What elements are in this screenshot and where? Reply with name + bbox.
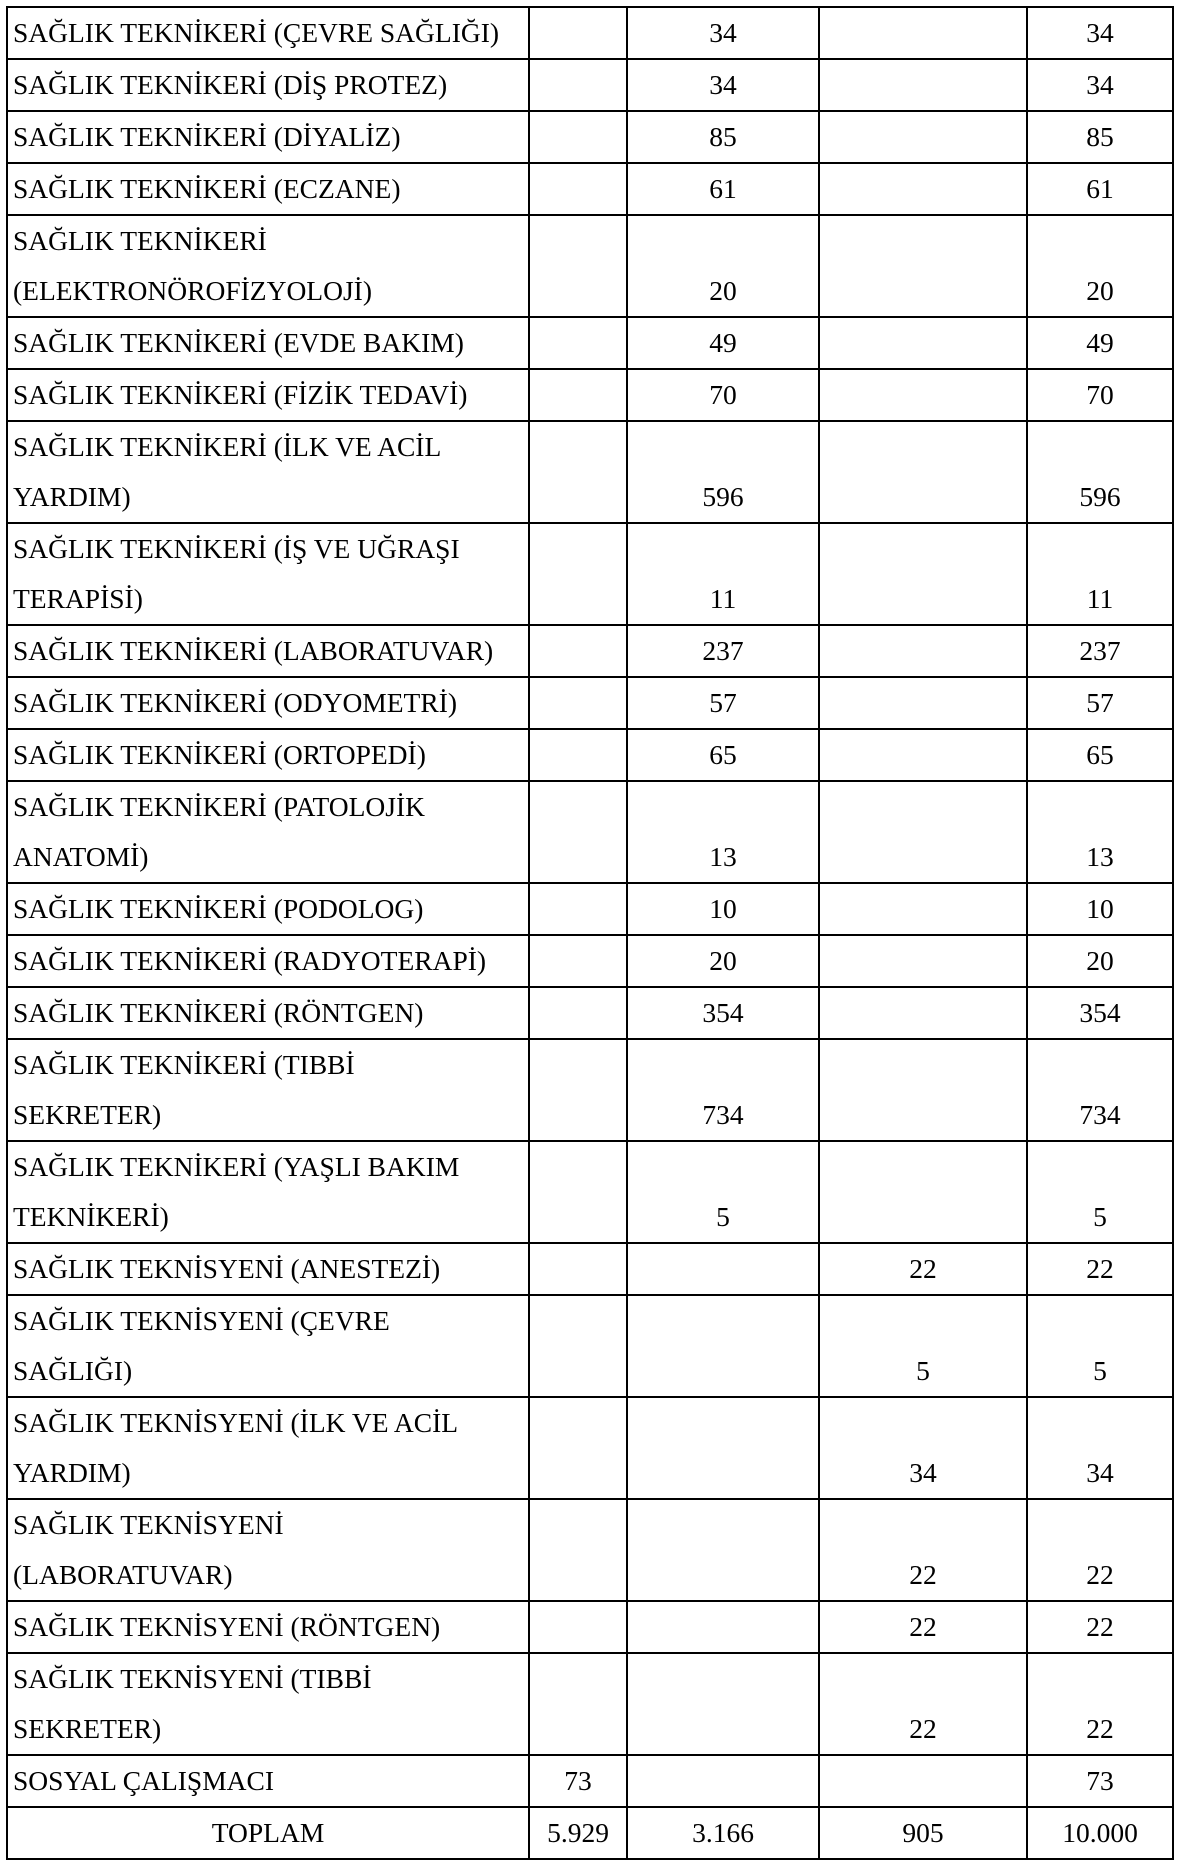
- row-label-line: TEKNİKERİ): [13, 1201, 169, 1232]
- row-label-cell: [7, 1243, 529, 1295]
- value-cell-c3: [819, 883, 1027, 935]
- row-label-line: SAĞLIK TEKNİKERİ (İŞ VE UĞRAŞI: [13, 533, 460, 564]
- value-cell-c2: 57: [627, 677, 819, 729]
- value-cell-c2: 13: [627, 781, 819, 883]
- table-row: [7, 1243, 1173, 1295]
- value-cell-c4: 354: [1027, 987, 1173, 1039]
- value-cell-c4: 70: [1027, 369, 1173, 421]
- value-cell-c1: [529, 987, 627, 1039]
- row-label-line: SAĞLIK TEKNİKERİ (YAŞLI BAKIM: [13, 1151, 460, 1182]
- value-cell-c1: 73: [529, 1755, 627, 1807]
- value-cell-c2: 237: [627, 625, 819, 677]
- row-label-cell: [7, 7, 529, 59]
- row-label-line: SAĞLIK TEKNİKERİ (FİZİK TEDAVİ): [13, 379, 468, 410]
- value-cell-c1: [529, 625, 627, 677]
- value-cell-c2: 734: [627, 1039, 819, 1141]
- row-label-cell: [7, 883, 529, 935]
- table-row: [7, 1755, 1173, 1807]
- total-value-c3: 905: [819, 1807, 1027, 1859]
- value-cell-c3: [819, 163, 1027, 215]
- value-cell-c3: [819, 369, 1027, 421]
- value-cell-c2: [627, 1397, 819, 1499]
- value-cell-c2: 354: [627, 987, 819, 1039]
- total-value-c1: 5.929: [529, 1807, 627, 1859]
- row-label-line: SAĞLIK TEKNİKERİ (PATOLOJİK: [13, 791, 425, 822]
- row-label-line: SAĞLIK TEKNİKERİ (DİYALİZ): [13, 121, 401, 152]
- value-cell-c4: 65: [1027, 729, 1173, 781]
- value-cell-c4: 22: [1027, 1499, 1173, 1601]
- value-cell-c2: 34: [627, 59, 819, 111]
- row-label-line: SAĞLIK TEKNİKERİ (İLK VE ACİL: [13, 431, 442, 462]
- row-label-cell: [7, 1039, 529, 1141]
- value-cell-c4: 22: [1027, 1653, 1173, 1755]
- row-label-line: SAĞLIK TEKNİKERİ (RÖNTGEN): [13, 997, 424, 1028]
- row-label-cell: [7, 421, 529, 523]
- row-label-line: SAĞLIK TEKNİKERİ (RADYOTERAPİ): [13, 945, 487, 976]
- row-label-line: SAĞLIK TEKNİSYENİ (ÇEVRE: [13, 1305, 390, 1336]
- value-cell-c2: 61: [627, 163, 819, 215]
- value-cell-c3: [819, 935, 1027, 987]
- value-cell-c4: 20: [1027, 935, 1173, 987]
- value-cell-c4: 85: [1027, 111, 1173, 163]
- row-label-cell: [7, 111, 529, 163]
- value-cell-c3: [819, 729, 1027, 781]
- total-label: TOPLAM: [7, 1807, 529, 1859]
- value-cell-c1: [529, 781, 627, 883]
- value-cell-c4: 73: [1027, 1755, 1173, 1807]
- value-cell-c2: 5: [627, 1141, 819, 1243]
- value-cell-c3: 22: [819, 1601, 1027, 1653]
- row-label-line: SAĞLIK TEKNİKERİ (TIBBİ: [13, 1049, 355, 1080]
- value-cell-c4: 57: [1027, 677, 1173, 729]
- row-label-line: SAĞLIK TEKNİKERİ (LABORATUVAR): [13, 635, 494, 666]
- value-cell-c1: [529, 1653, 627, 1755]
- value-cell-c1: [529, 1295, 627, 1397]
- table-row: [7, 59, 1173, 111]
- value-cell-c2: [627, 1243, 819, 1295]
- row-label-cell: [7, 1601, 529, 1653]
- row-label-cell: [7, 781, 529, 883]
- value-cell-c3: [819, 59, 1027, 111]
- value-cell-c1: [529, 7, 627, 59]
- table-row: [7, 1141, 1173, 1243]
- value-cell-c3: [819, 1141, 1027, 1243]
- value-cell-c4: 237: [1027, 625, 1173, 677]
- value-cell-c1: [529, 729, 627, 781]
- row-label-cell: [7, 369, 529, 421]
- row-label-cell: [7, 523, 529, 625]
- row-label-line: SEKRETER): [13, 1099, 162, 1130]
- row-label-cell: [7, 215, 529, 317]
- table-row: [7, 729, 1173, 781]
- table-row: [7, 163, 1173, 215]
- row-label-cell: [7, 987, 529, 1039]
- row-label-cell: [7, 317, 529, 369]
- table-row: [7, 987, 1173, 1039]
- value-cell-c3: [819, 7, 1027, 59]
- value-cell-c1: [529, 163, 627, 215]
- value-cell-c1: [529, 1243, 627, 1295]
- row-label-line: (ELEKTRONÖROFİZYOLOJİ): [13, 275, 372, 306]
- row-label-cell: [7, 59, 529, 111]
- table-row: [7, 7, 1173, 59]
- table-row: [7, 677, 1173, 729]
- value-cell-c4: 10: [1027, 883, 1173, 935]
- table-row: [7, 215, 1173, 317]
- value-cell-c1: [529, 59, 627, 111]
- value-cell-c4: 34: [1027, 1397, 1173, 1499]
- row-label-cell: [7, 1755, 529, 1807]
- row-label-line: SAĞLIK TEKNİKERİ (ORTOPEDİ): [13, 739, 426, 770]
- value-cell-c3: 5: [819, 1295, 1027, 1397]
- value-cell-c4: 20: [1027, 215, 1173, 317]
- total-value-c4: 10.000: [1027, 1807, 1173, 1859]
- row-label-line: YARDIM): [13, 481, 131, 512]
- total-value-c2: 3.166: [627, 1807, 819, 1859]
- row-label-cell: [7, 163, 529, 215]
- value-cell-c2: 10: [627, 883, 819, 935]
- value-cell-c4: 13: [1027, 781, 1173, 883]
- value-cell-c3: [819, 111, 1027, 163]
- value-cell-c2: 11: [627, 523, 819, 625]
- row-label-line: SAĞLIK TEKNİKERİ (ÇEVRE SAĞLIĞI): [13, 17, 500, 48]
- row-label-line: SAĞLIK TEKNİSYENİ (İLK VE ACİL: [13, 1407, 459, 1438]
- table-row: [7, 369, 1173, 421]
- table-row: [7, 1397, 1173, 1499]
- value-cell-c4: 34: [1027, 7, 1173, 59]
- table-row: [7, 1653, 1173, 1755]
- row-label-line: SAĞLIK TEKNİKERİ (PODOLOG): [13, 893, 424, 924]
- value-cell-c1: [529, 677, 627, 729]
- value-cell-c1: [529, 1141, 627, 1243]
- value-cell-c4: 11: [1027, 523, 1173, 625]
- value-cell-c3: [819, 523, 1027, 625]
- value-cell-c2: 596: [627, 421, 819, 523]
- value-cell-c3: [819, 1755, 1027, 1807]
- row-label-cell: [7, 729, 529, 781]
- table-row: [7, 421, 1173, 523]
- value-cell-c3: 22: [819, 1499, 1027, 1601]
- row-label-line: SAĞLIK TEKNİKERİ: [13, 225, 267, 256]
- row-label-line: (LABORATUVAR): [13, 1559, 233, 1590]
- table-row: [7, 523, 1173, 625]
- value-cell-c2: 20: [627, 215, 819, 317]
- row-label-cell: [7, 1499, 529, 1601]
- value-cell-c1: [529, 1601, 627, 1653]
- table-row: [7, 1499, 1173, 1601]
- value-cell-c3: [819, 677, 1027, 729]
- value-cell-c4: 22: [1027, 1243, 1173, 1295]
- value-cell-c1: [529, 935, 627, 987]
- value-cell-c3: 34: [819, 1397, 1027, 1499]
- value-cell-c3: [819, 1039, 1027, 1141]
- value-cell-c3: [819, 215, 1027, 317]
- value-cell-c2: [627, 1755, 819, 1807]
- row-label-line: SAĞLIK TEKNİKERİ (ODYOMETRİ): [13, 687, 458, 718]
- value-cell-c3: [819, 781, 1027, 883]
- value-cell-c4: 61: [1027, 163, 1173, 215]
- row-label-line: SAĞLIK TEKNİSYENİ: [13, 1509, 284, 1540]
- row-label-line: SAĞLIK TEKNİSYENİ (ANESTEZİ): [13, 1253, 441, 1284]
- staff-distribution-table-wrapper: [6, 6, 1174, 1860]
- row-label-cell: [7, 1141, 529, 1243]
- table-row: [7, 317, 1173, 369]
- value-cell-c2: [627, 1295, 819, 1397]
- row-label-line: SEKRETER): [13, 1713, 162, 1744]
- table-row: [7, 625, 1173, 677]
- value-cell-c4: 596: [1027, 421, 1173, 523]
- row-label-line: TERAPİSİ): [13, 583, 143, 614]
- value-cell-c4: 22: [1027, 1601, 1173, 1653]
- value-cell-c3: [819, 987, 1027, 1039]
- table-row: [7, 1039, 1173, 1141]
- value-cell-c2: [627, 1499, 819, 1601]
- value-cell-c3: [819, 625, 1027, 677]
- row-label-line: SAĞLIĞI): [13, 1355, 133, 1386]
- row-label-cell: [7, 1653, 529, 1755]
- table-row: [7, 883, 1173, 935]
- value-cell-c1: [529, 215, 627, 317]
- value-cell-c4: 734: [1027, 1039, 1173, 1141]
- value-cell-c1: [529, 369, 627, 421]
- table-body: [7, 7, 1173, 1859]
- total-row: [7, 1807, 1173, 1859]
- table-row: [7, 1601, 1173, 1653]
- value-cell-c1: [529, 317, 627, 369]
- value-cell-c1: [529, 883, 627, 935]
- value-cell-c1: [529, 421, 627, 523]
- row-label-line: SAĞLIK TEKNİKERİ (DİŞ PROTEZ): [13, 69, 448, 100]
- row-label-line: ANATOMİ): [13, 841, 149, 872]
- table-row: [7, 1295, 1173, 1397]
- row-label-line: SAĞLIK TEKNİKERİ (ECZANE): [13, 173, 401, 204]
- row-label-line: SAĞLIK TEKNİSYENİ (TIBBİ: [13, 1663, 372, 1694]
- value-cell-c1: [529, 1499, 627, 1601]
- staff-distribution-table: [6, 6, 1174, 1860]
- value-cell-c2: 65: [627, 729, 819, 781]
- value-cell-c4: 5: [1027, 1141, 1173, 1243]
- value-cell-c2: 34: [627, 7, 819, 59]
- value-cell-c2: [627, 1653, 819, 1755]
- value-cell-c1: [529, 111, 627, 163]
- value-cell-c3: 22: [819, 1653, 1027, 1755]
- value-cell-c3: 22: [819, 1243, 1027, 1295]
- value-cell-c1: [529, 523, 627, 625]
- value-cell-c2: 85: [627, 111, 819, 163]
- value-cell-c2: 49: [627, 317, 819, 369]
- value-cell-c4: 5: [1027, 1295, 1173, 1397]
- row-label-cell: [7, 625, 529, 677]
- table-row: [7, 935, 1173, 987]
- value-cell-c2: 20: [627, 935, 819, 987]
- value-cell-c3: [819, 317, 1027, 369]
- value-cell-c1: [529, 1397, 627, 1499]
- value-cell-c4: 34: [1027, 59, 1173, 111]
- row-label-line: YARDIM): [13, 1457, 131, 1488]
- row-label-cell: [7, 1295, 529, 1397]
- table-row: [7, 781, 1173, 883]
- value-cell-c2: [627, 1601, 819, 1653]
- value-cell-c2: 70: [627, 369, 819, 421]
- table-row: [7, 111, 1173, 163]
- value-cell-c1: [529, 1039, 627, 1141]
- value-cell-c3: [819, 421, 1027, 523]
- row-label-line: SAĞLIK TEKNİSYENİ (RÖNTGEN): [13, 1611, 441, 1642]
- row-label-cell: [7, 677, 529, 729]
- row-label-cell: [7, 1397, 529, 1499]
- row-label-line: SOSYAL ÇALIŞMACI: [13, 1765, 275, 1796]
- value-cell-c4: 49: [1027, 317, 1173, 369]
- row-label-line: SAĞLIK TEKNİKERİ (EVDE BAKIM): [13, 327, 464, 358]
- row-label-cell: [7, 935, 529, 987]
